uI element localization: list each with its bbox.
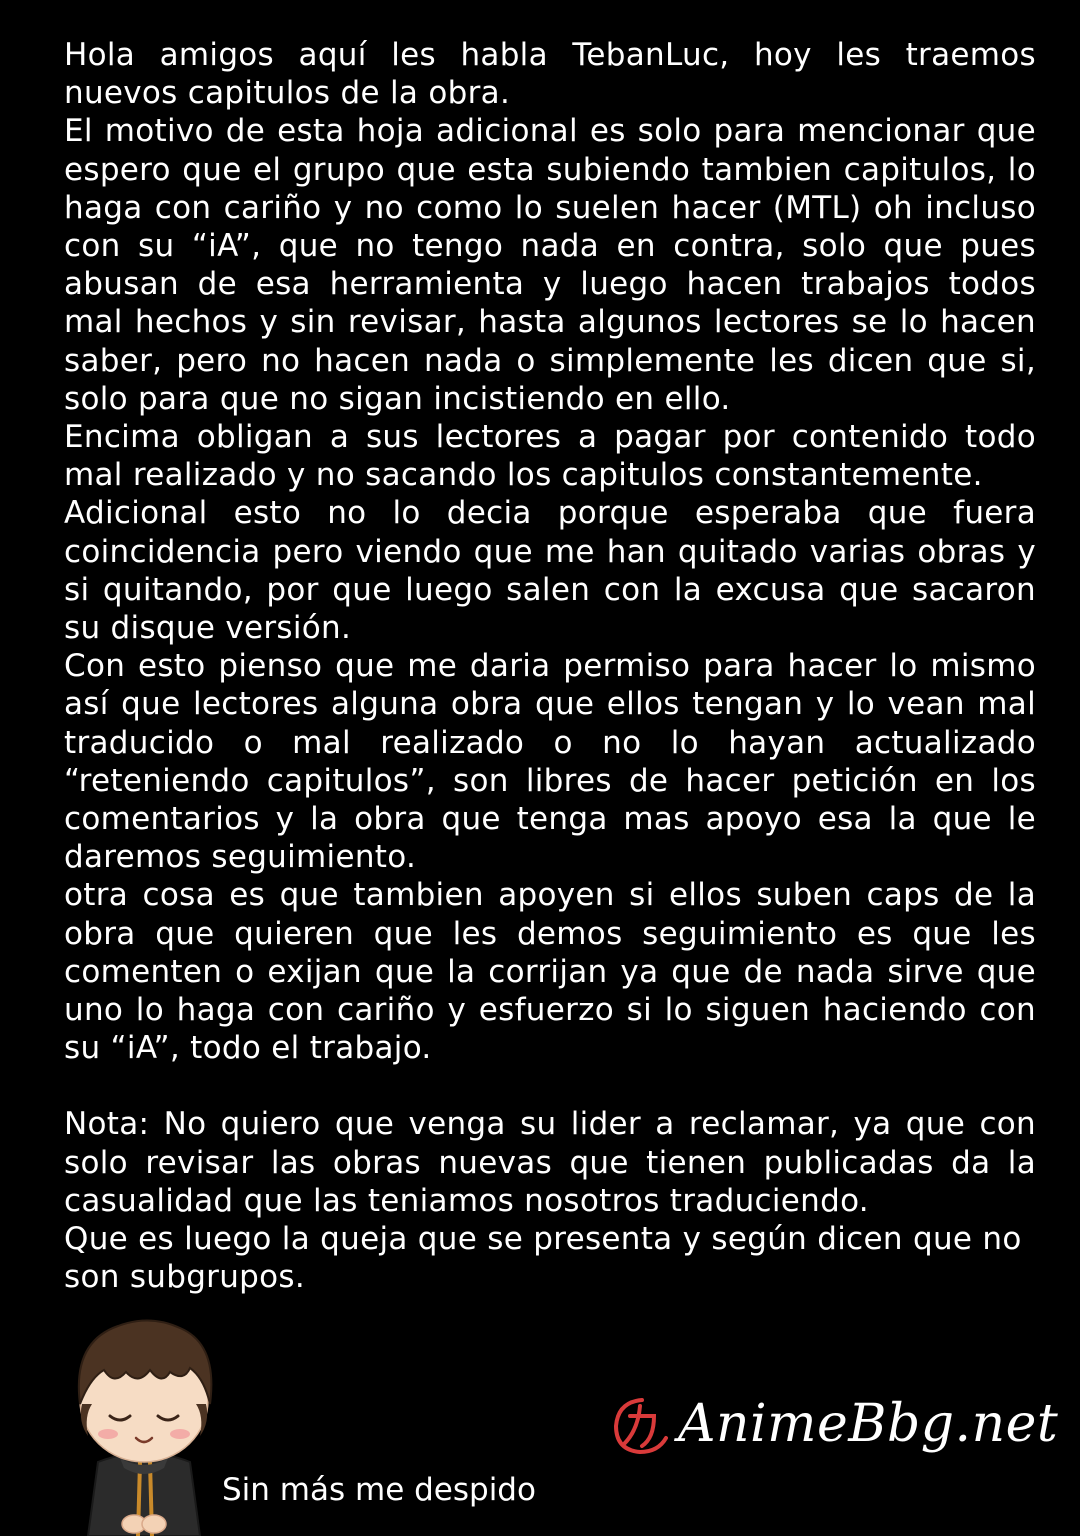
paragraph-spacer	[64, 1067, 1036, 1105]
notice-text	[64, 36, 1036, 1297]
farewell-text: Sin más me despido	[222, 1472, 536, 1508]
paragraph-motive: El motivo de esta hoja adicional es solo para mencionar que espero que el grupo que esta subiendo tambien capitulos, lo haga con cariño y no como lo suelen hacer (MTL) oh incluso con su “iA”, que no tengo nada en contra, solo que pues abusan de esa herramienta y luego hacen trabajos todos mal hechos y sin revisar, hasta algunos lectores se lo hacen saber, pero no hacen nada o simplemente les dicen que si, solo para que no sigan incistiendo en ello.	[64, 113, 1036, 417]
paragraph-permission: Con esto pienso que me daria permiso para hacer lo mismo así que lectores alguna obra que ellos tengan y lo vean mal traducido o mal realizado o no lo hayan actualizado “reteniendo capitulos”, son libres de hacer petición en los comentarios y la obra que tenga mas apoyo esa la que le daremos seguimiento.	[64, 648, 1036, 876]
paragraph-removed-works: Adicional esto no lo decia porque esperaba que fuera coincidencia pero viendo que me han quitado varias obras y si quitando, por que luego salen con la excusa que sacaron su disque versión.	[64, 495, 1036, 647]
paragraph-support: otra cosa es que tambien apoyen si ellos suben caps de la obra que quieren que les demos seguimiento es que les comenten o exijan que la corrijan ya que de nada sirve que uno lo haga con cariño y esfuerzo si lo siguen haciendo con su “iA”, todo el trabajo.	[64, 877, 1036, 1067]
paragraph-payment: Encima obligan a sus lectores a pagar por contenido todo mal realizado y no sacando los capitulos constantemente.	[64, 419, 1036, 494]
paragraph-greeting: Hola amigos aquí les habla TebanLuc, hoy les traemos nuevos capitulos de la obra.	[64, 37, 1036, 112]
note-block	[64, 1105, 1036, 1296]
watermark	[608, 1390, 1059, 1466]
animebbg-logo-icon	[608, 1394, 672, 1458]
note-paragraph: Nota: No quiero que venga su lider a reclamar, ya que con solo revisar las obras nuevas que tienen publicadas da la casualidad que las teniamos nosotros traduciendo.	[64, 1106, 1036, 1219]
watermark-text: AnimeBbg.net	[678, 1394, 1059, 1454]
note-closing-paragraph: Que es luego la queja que se presenta y según dicen que no son subgrupos.	[64, 1221, 1022, 1296]
chibi-boy-bowing-illustration	[58, 1312, 230, 1536]
